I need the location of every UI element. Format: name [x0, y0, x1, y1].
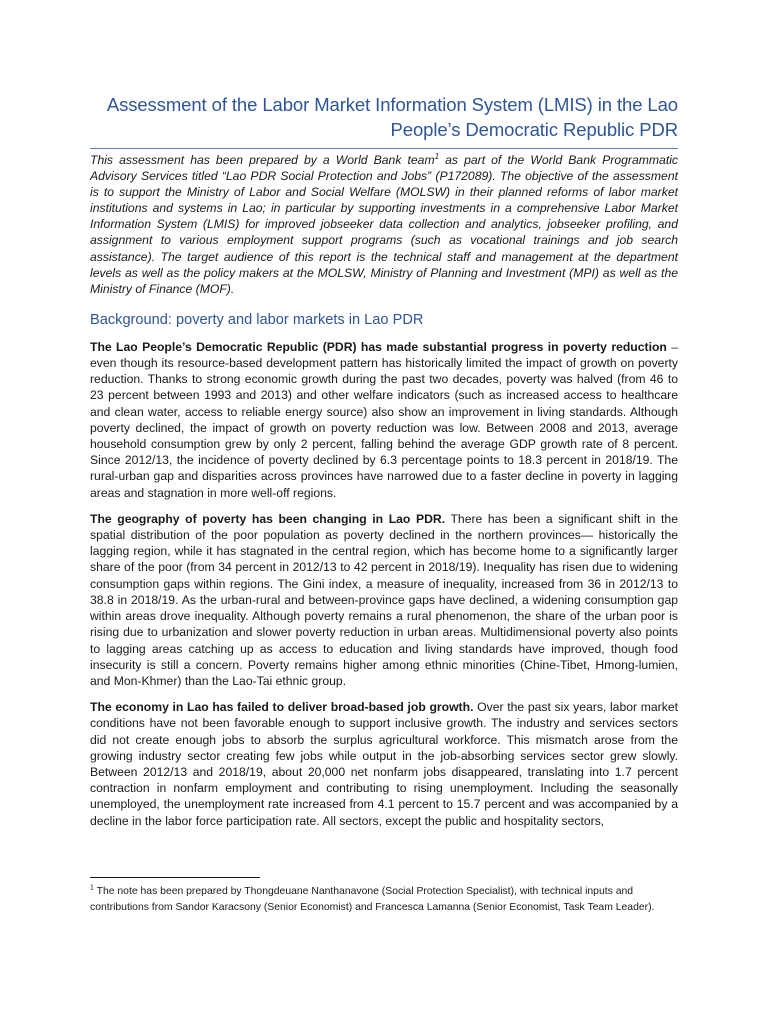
- abstract: [90, 152, 678, 297]
- title-divider: [90, 148, 678, 149]
- section-heading: Background: poverty and labor markets in Lao PDR: [90, 311, 424, 328]
- paragraph-lead: The Lao People’s Democratic Republic (PDR) has made substantial progress in poverty reduction: [90, 339, 667, 354]
- paragraph-poverty-geography: [90, 511, 678, 689]
- abstract-text-start: This assessment has been prepared by a World Bank team: [90, 153, 435, 167]
- footnote: [90, 884, 678, 915]
- footnote-text: The note has been prepared by Thongdeuane Nanthanavone (Social Protection Specialist), with technical inputs and contributions from Sandor Karacsony (Senior Economist) and Francesca Lamanna (Senior Economist, Task Team Leader).: [90, 886, 655, 913]
- footnote-divider: [90, 877, 260, 878]
- paragraph-body: There has been a significant shift in the spatial distribution of the poor population as poverty declined in the northern provinces— historically the lagging region, while it has stagnated in the central region, which has become home to a significantly larger share of the poor (from 34 percent in 2012/13 to 42 percent in 2018/19). Inequality has risen due to widening consumption gaps within regions. The Gini index, a measure of inequality, increased from 36 in 2012/13 to 38.8 in 2018/19. As the urban-rural and between-province gaps have declined, a widening consumption gap within areas drove inequality. Although poverty remains a rural phenomenon, the share of the urban poor is rising due to urbanization and slower poverty reduction in urban areas. Multidimensional poverty also points to lagging areas catching up as access to education and living standards have improved, though food insecurity is still a concern. Poverty remains higher among ethnic minorities (Chine-Tibet, Hmong-lumien, and Mon-Khmer) than the Lao-Tai ethnic group.: [90, 511, 678, 688]
- document-title: Assessment of the Labor Market Information System (LMIS) in the Lao People’s Democratic Republic PDR: [106, 94, 678, 140]
- paragraph-poverty-progress: [90, 339, 678, 501]
- footnote-marker: 1: [90, 884, 94, 892]
- page-body: [90, 92, 678, 839]
- paragraph-job-growth: [90, 699, 678, 829]
- footnote-reference[interactable]: 1: [434, 151, 440, 161]
- abstract-text-rest: as part of the World Bank Programmatic Advisory Services titled “Lao PDR Social Protection and Jobs” (P172089). The objective of the assessment is to support the Ministry of Labor and Social Welfare (MOLSW) in their planned reforms of labor market institutions and systems in Lao; in particular by supporting investments in a comprehensive Labor Market Information System (LMIS) for improved jobseeker data collection and analytics, jobseeker profiling, and assignment to various employment support programs (such as vocational trainings and job search assistance). The target audience of this report is the technical staff and management at the department levels as well as the policy makers at the MOLSW, Ministry of Planning and Investment (MPI) as well as the Ministry of Finance (MOF).: [90, 153, 679, 296]
- paragraph-body: – even though its resource-based development pattern has historically limited the impact of growth on poverty reduction. Thanks to strong economic growth during the past two decades, poverty was halved (from 46 to 23 percent between 1993 and 2013) and other welfare indicators (such as increased access to healthcare and clean water, access to reliable energy source) also show an improvement in living standards. Although poverty declined, the impact of growth on poverty reduction was low. Between 2008 and 2013, average household consumption grew by only 2 percent, falling behind the average GDP growth rate of 8 percent. Since 2012/13, the incidence of poverty declined by 6.3 percentage points to 18.3 percent in 2018/19. The rural-urban gap and disparities across provinces have narrowed due to a faster decline in poverty in lagging areas and stagnation in more well-off regions.: [90, 339, 678, 500]
- paragraph-lead: The geography of poverty has been changing in Lao PDR.: [90, 511, 446, 526]
- paragraph-lead: The economy in Lao has failed to deliver broad-based job growth.: [90, 700, 474, 715]
- paragraph-body: Over the past six years, labor market conditions have not been favorable enough to support inclusive growth. The industry and services sectors did not create enough jobs to absorb the surplus agricultural workforce. This mismatch arose from the growing industry sector creating few jobs while output in the job-absorbing services sector grew slowly. Between 2012/13 and 2018/19, about 20,000 net nonfarm jobs disappeared, translating into 1.7 percent contraction in nonfarm employment and contributing to rising unemployment. Including the seasonally unemployed, the unemployment rate increased from 4.1 percent to 15.7 percent and was accompanied by a decline in the labor force participation rate. All sectors, except the public and hospitality sectors,: [90, 700, 678, 828]
